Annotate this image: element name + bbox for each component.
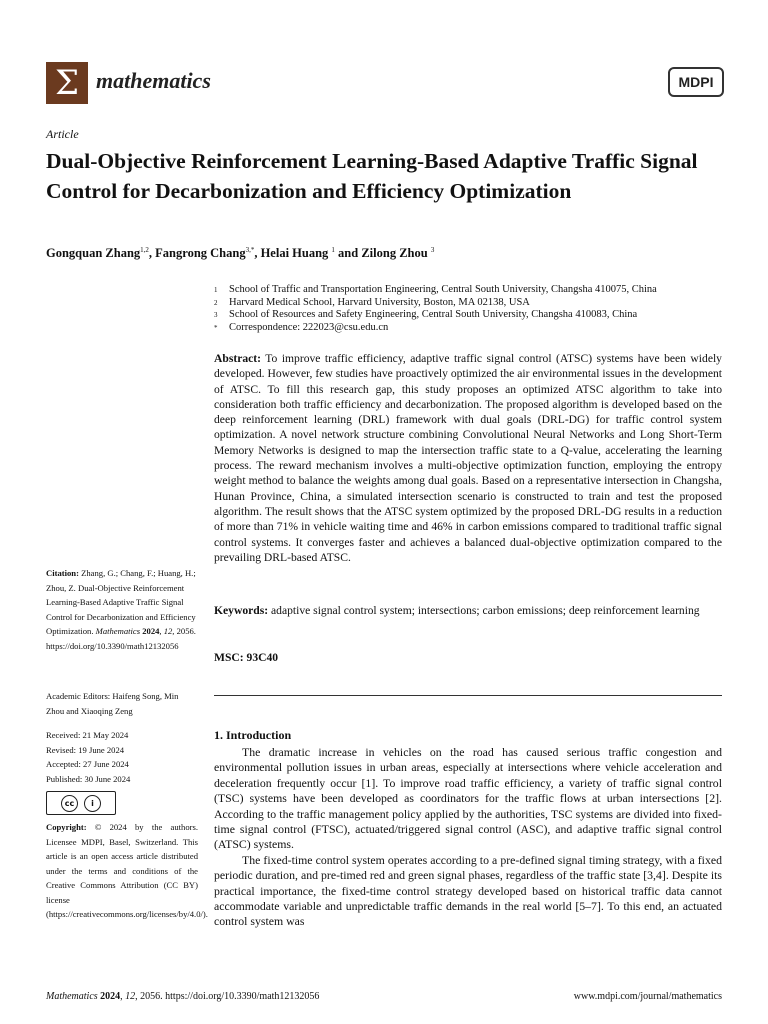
citation-text: Zhang, G.; Chang, F.; Huang, H.; Zhou, Z. Dual-Objective Reinforcement Learning-Based Adaptive Traffic Signal Control for Decarbonization and Efficiency Optimization. <box>46 568 196 636</box>
date-label: Accepted: <box>46 759 81 769</box>
section-divider <box>214 695 722 696</box>
citation-doi[interactable]: , 2056. https://doi.org/10.3390/math12132056 <box>46 626 196 651</box>
date-row <box>46 757 198 772</box>
cc-icon: cc <box>61 795 78 812</box>
date-value: 30 June 2024 <box>84 773 131 784</box>
author-name: Helai Huang <box>260 246 329 261</box>
publisher-logo: MDPI <box>668 67 724 97</box>
author-affil-marker: 1,2 <box>140 246 149 254</box>
citation-journal: Mathematics <box>95 626 141 636</box>
academic-editors <box>46 689 198 718</box>
footer-journal: Mathematics <box>46 991 98 1002</box>
affiliation-number: 3 <box>214 311 218 319</box>
journal-logo: Σ <box>46 62 88 104</box>
author-affil-marker: 3 <box>430 246 435 254</box>
author-affil-marker: 1 <box>331 246 335 254</box>
article-type: Article <box>46 127 79 141</box>
citation-year: 2024 <box>142 626 160 636</box>
date-label: Revised: <box>46 744 77 755</box>
date-value: 27 June 2024 <box>83 759 129 769</box>
affiliation-item <box>214 297 734 310</box>
date-row <box>46 772 198 787</box>
date-row <box>46 728 198 743</box>
author-affil-marker: 3,* <box>245 246 255 254</box>
affiliation-text: Correspondence: 222023@csu.edu.cn <box>229 321 389 333</box>
author-name: Fangrong Chang <box>155 246 246 261</box>
author-separator: , <box>254 246 261 261</box>
copyright-text: © 2024 by the authors. Licensee MDPI, Basel, Switzerland. This article is an open access article distributed under the terms and conditions of the Creative Commons Attribution (CC BY) license (https://creativecommons.org/licenses/by/4.0/). <box>46 822 208 919</box>
correspondence <box>214 322 734 335</box>
editors-names: Haifeng Song, Min Zhou and Xiaoqing Zeng <box>46 691 179 716</box>
footer-year: 2024 <box>100 991 121 1002</box>
msc-label: MSC: <box>214 651 244 664</box>
paper-title: Dual-Objective Reinforcement Learning-Based Adaptive Traffic Signal Control for Decarbonization and Efficiency Optimization <box>46 149 698 203</box>
citation-block: Citation: Zhang, G.; Chang, F.; Huang, H.; Zhou, Z. Dual-Objective Reinforcement Learning-Based Adaptive Traffic Signal Control for Decarbonization and Efficiency Optimization. Mathematics 2024, 12, 2056. https://doi.org/10.3390/math12132056 <box>46 568 196 651</box>
author-separator: , <box>148 246 156 261</box>
attribution-icon: i <box>84 795 101 812</box>
msc-value: 93C40 <box>246 651 279 664</box>
paragraph: The dramatic increase in vehicles on the road has caused serious traffic congestion and environmental pollution issues in urban areas, especially at intersections where vehicle acceleration and deceleration frequently occur [1]. To improve road traffic efficiency, a variety of traffic signal control (TSC) systems have been developed as coordinators for the traffic flows at urban intersections [2]. According to the traffic management policy applied by the authorities, TSC systems are divided into fixed-time signal control (FTSC), actuated/triggered signal control (ASC), and adaptive traffic signal control (ATSC) systems. <box>214 745 722 852</box>
affiliation-item <box>214 284 734 297</box>
date-value: 21 May 2024 <box>82 730 129 740</box>
footer-citation: Mathematics 2024, 12, 2056. https://doi.org/10.3390/math12132056 <box>46 991 320 1002</box>
footer-journal-url[interactable]: www.mdpi.com/journal/mathematics <box>573 991 722 1002</box>
keywords <box>214 603 722 618</box>
date-value: 19 June 2024 <box>78 744 125 755</box>
paragraph: The fixed-time control system operates according to a pre-defined signal timing strategy, with a fixed periodic duration, and pre-timed red and green signal phases, regardless of the traffic state [3,4]. Despite its practical importance, the fixed-time control strategy developed based on historical traffic data cannot accommodate variable and unpredictable traffic demands in the real world [5–7]. To this end, an actuated control system was <box>214 852 722 929</box>
author-name: Gongquan Zhang <box>46 246 141 261</box>
editors-label: Academic Editors: <box>46 691 111 701</box>
abstract <box>214 351 722 565</box>
footer-doi[interactable]: , 2056. https://doi.org/10.3390/math12132056 <box>135 991 320 1002</box>
affiliation-text: Harvard Medical School, Harvard University, Boston, MA 02138, USA <box>229 296 530 308</box>
citation-label: Citation: <box>46 568 79 578</box>
keywords-text: adaptive signal control system; intersections; carbon emissions; deep reinforcement learning <box>271 604 700 617</box>
introduction-body <box>214 745 722 930</box>
affiliation-number: 1 <box>214 286 218 294</box>
date-label: Published: <box>46 773 83 784</box>
publication-dates <box>46 728 198 786</box>
cc-by-license-icon[interactable] <box>46 791 116 815</box>
footer-volume: 12 <box>125 991 136 1002</box>
citation-volume: 12 <box>163 626 173 636</box>
affiliations <box>214 284 734 334</box>
affiliation-number: * <box>214 323 218 332</box>
abstract-label: Abstract: <box>214 352 262 365</box>
author-name: Zilong Zhou <box>361 246 428 261</box>
keywords-label: Keywords: <box>214 604 269 617</box>
date-label: Received: <box>46 730 81 740</box>
copyright-label: Copyright: <box>46 822 87 832</box>
copyright-notice <box>46 820 208 922</box>
affiliation-text: School of Resources and Safety Engineering, Central South University, Changsha 410083, China <box>229 309 638 320</box>
affiliation-item <box>214 309 734 322</box>
date-row <box>46 743 198 758</box>
abstract-text: To improve traffic efficiency, adaptive traffic signal control (ATSC) systems have been widely developed. However, few studies have proactively optimized the air environmental issues in the development of ATSC. To fill this research gap, this study proposes an optimized ATSC algorithm to take into consideration both traffic efficiency and decarbonization. The proposed algorithm is developed based on the deep reinforcement learning (DRL) framework with dual goals (DRL-DG) for traffic control system optimization. A novel network structure combining Convolutional Neural Networks and Long Short-Term Memory Networks is designed to map the intersection traffic state to a Q-value, accelerating the learning process. The reward mechanism involves a multi-objective optimization function, employing the entropy weight method to balance the weights among dual goals. Based on a representative intersection in Changsha, Hunan Province, China, a simulated intersection scenario is constructed to train and test the proposed algorithm. The result shows that the ATSC system optimized by the proposed DRL-DG results in a reduction of more than 71% in vehicle waiting time and 46% in carbon emissions compared to traditional traffic signal control systems. It converges faster and achieves a balanced dual-objective optimization compared to the prevailing DRL-based ATSC. <box>214 352 722 564</box>
author-separator: and <box>334 246 362 261</box>
msc-code <box>214 650 722 665</box>
author-list <box>46 246 434 261</box>
affiliation-text: School of Traffic and Transportation Engineering, Central South University, Changsha 410075, China <box>229 284 657 295</box>
affiliation-number: 2 <box>214 298 218 307</box>
section-heading: 1. Introduction <box>214 728 292 742</box>
journal-name: mathematics <box>96 68 211 93</box>
